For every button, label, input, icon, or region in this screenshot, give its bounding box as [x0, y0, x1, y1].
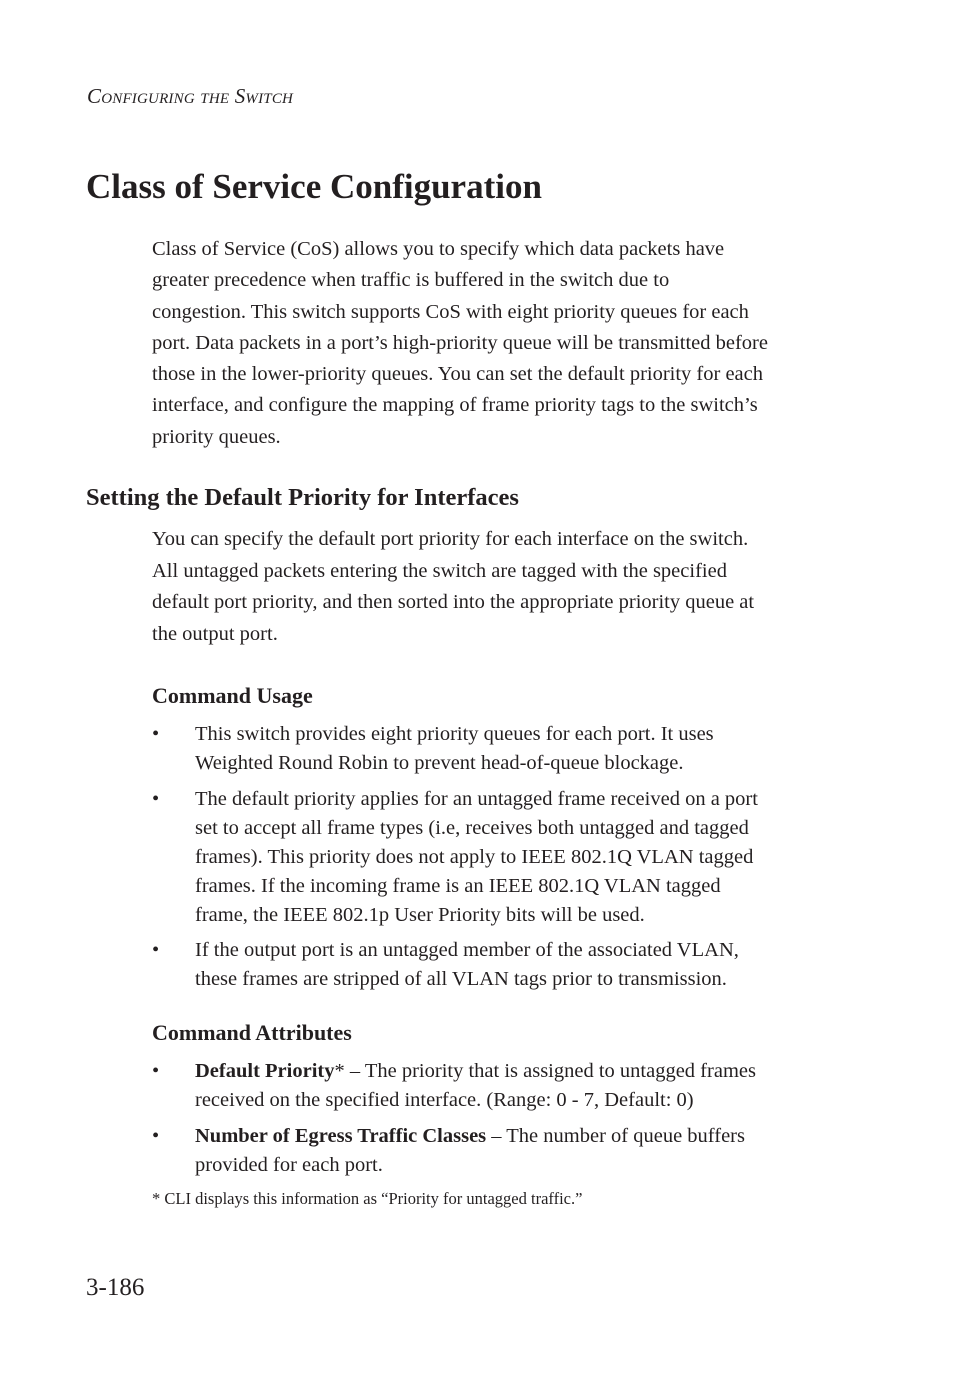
bullet-icon: •: [152, 939, 160, 961]
list-item-line: This switch provides eight priority queues for each port. It uses: [195, 723, 714, 745]
section-line: default port priority, and then sorted into the appropriate priority queue at: [152, 591, 755, 613]
list-item-line: The default priority applies for an untagged frame received on a port: [195, 787, 758, 810]
list-item: [152, 720, 852, 778]
attribute-description: * – The priority that is assigned to untagged frames: [334, 1060, 756, 1082]
bullet-icon: •: [152, 1124, 160, 1147]
intro-line: interface, and configure the mapping of frame priority tags to the switch’s: [152, 394, 758, 417]
command-attributes-list: [152, 1057, 852, 1186]
section-line: All untagged packets entering the switch are tagged with the specified: [152, 559, 727, 582]
section-paragraph: [152, 524, 852, 650]
intro-line: those in the lower-priority queues. You can set the default priority for each: [152, 363, 764, 386]
footnote: * CLI displays this information as “Priority for untagged traffic.”: [152, 1189, 583, 1208]
section-heading: Setting the Default Priority for Interfaces: [86, 484, 519, 511]
command-usage-heading: Command Usage: [152, 683, 313, 708]
page-number: 3-186: [86, 1274, 145, 1301]
page-title: Class of Service Configuration: [86, 167, 542, 206]
command-attributes-heading: Command Attributes: [152, 1020, 352, 1045]
attribute-description-cont: provided for each port.: [195, 1153, 383, 1176]
list-item: [152, 785, 852, 930]
attribute-description: – The number of queue buffers: [486, 1124, 745, 1147]
list-item: [152, 1122, 852, 1180]
command-usage-list: [152, 720, 852, 1001]
list-item-line: Weighted Round Robin to prevent head-of-queue blockage.: [195, 752, 684, 774]
list-item-line: frame, the IEEE 802.1p User Priority bits will be used.: [195, 903, 645, 926]
section-line: You can specify the default port priority for each interface on the switch.: [152, 528, 749, 550]
attribute-description-cont: received on the specified interface. (Range: 0 - 7, Default: 0): [195, 1089, 694, 1111]
intro-line: port. Data packets in a port’s high-priority queue will be transmitted before: [152, 331, 768, 354]
intro-paragraph: [152, 234, 852, 453]
attribute-term: Number of Egress Traffic Classes: [195, 1124, 487, 1147]
bullet-icon: •: [152, 723, 160, 745]
running-header: Configuring the Switch: [87, 84, 294, 108]
list-item-line: frames). This priority does not apply to IEEE 802.1Q VLAN tagged: [195, 845, 754, 868]
list-item-line: these frames are stripped of all VLAN tags prior to transmission.: [195, 968, 727, 990]
attribute-term: Default Priority: [195, 1060, 335, 1082]
section-line: the output port.: [152, 622, 278, 645]
list-item-line: If the output port is an untagged member of the associated VLAN,: [195, 939, 739, 961]
list-item-line: set to accept all frame types (i.e, receives both untagged and tagged: [195, 816, 749, 839]
intro-line: priority queues.: [152, 425, 281, 448]
list-item-line: frames. If the incoming frame is an IEEE 802.1Q VLAN tagged: [195, 874, 721, 897]
intro-line: congestion. This switch supports CoS with eight priority queues for each: [152, 300, 749, 323]
bullet-icon: •: [152, 1060, 160, 1082]
list-item: [152, 1057, 852, 1115]
bullet-icon: •: [152, 787, 160, 810]
intro-line: Class of Service (CoS) allows you to specify which data packets have: [152, 238, 725, 260]
intro-line: greater precedence when traffic is buffered in the switch due to: [152, 269, 670, 292]
list-item: [152, 936, 852, 994]
